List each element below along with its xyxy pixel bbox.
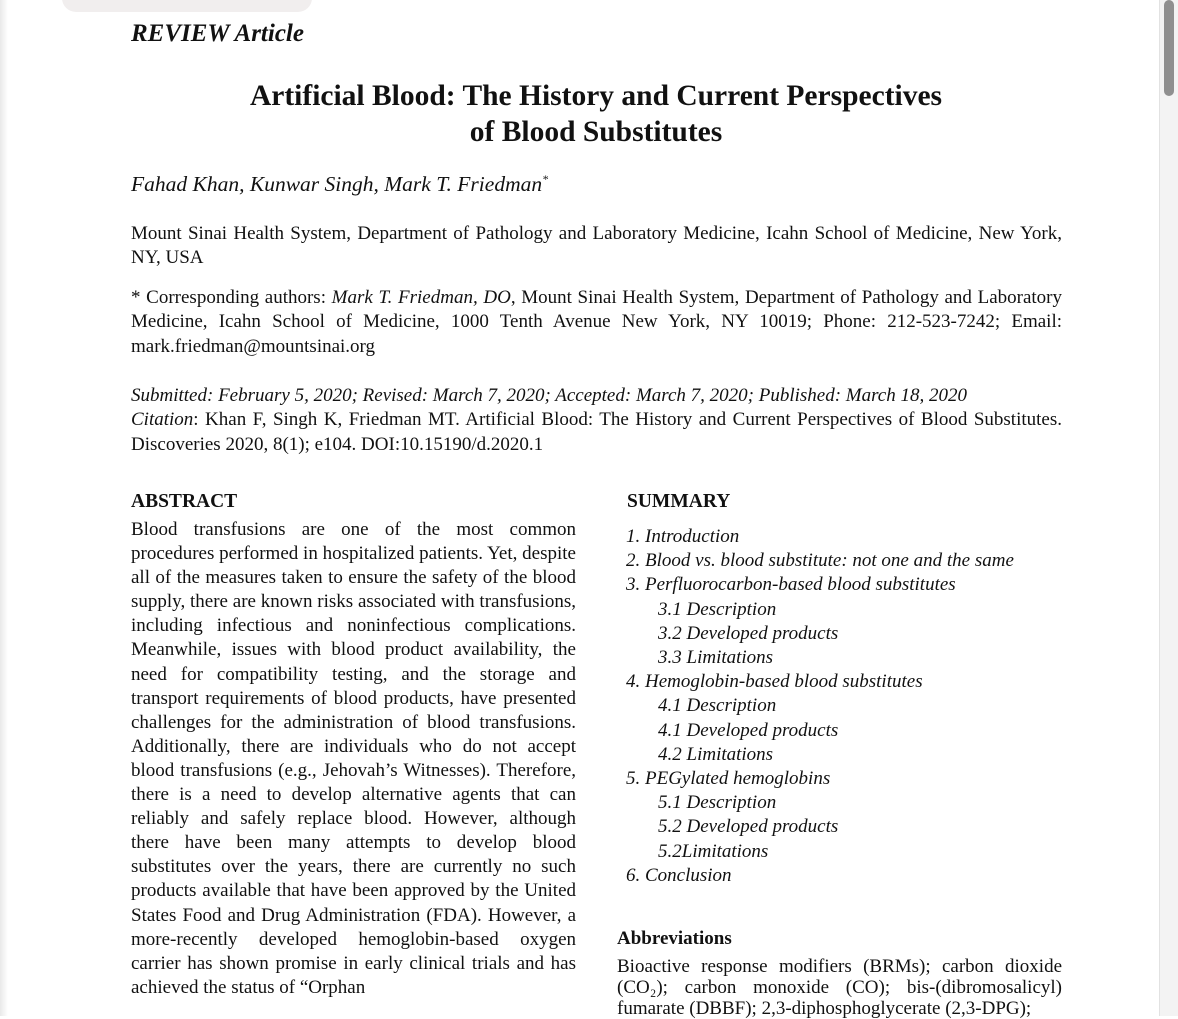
- summary-item[interactable]: 2. Blood vs. blood substitute: not one and the same: [626, 550, 1014, 572]
- browser-tab-edge: [62, 0, 312, 12]
- publication-dates: Submitted: February 5, 2020; Revised: March 7, 2020; Accepted: March 7, 2020; Published: March 18, 2020: [131, 385, 967, 406]
- corresponding-name: Mark T. Friedman, DO: [331, 287, 511, 308]
- abbreviations-heading: Abbreviations: [617, 928, 732, 949]
- corresponding-prefix: * Corresponding authors:: [131, 287, 332, 308]
- paper-title-line-2: of Blood Substitutes: [469, 116, 723, 148]
- scrollbar-thumb[interactable]: [1164, 0, 1174, 96]
- summary-item[interactable]: 6. Conclusion: [626, 864, 732, 886]
- page-edge: [0, 0, 8, 1016]
- author-names: Fahad Khan, Kunwar Singh, Mark T. Friedman: [131, 172, 543, 196]
- author-list: [131, 172, 548, 197]
- corresponding-details: , Mount Sinai Health System, Department of Pathology and Laboratory Medicine, Icahn School of Medicine, 1000 Tenth Avenue New York, NY 10019; Phone: 212-523-7242; Email: mark.friedman@mountsinai.org: [131, 287, 1062, 357]
- abstract-text: Blood transfusions are one of the most common procedures performed in hospitalized patients. Yet, despite all of the measures taken to ensure the safety of the blood supply, there are known risks associated with transfusions, including infectious and noninfectious complications. Meanwhile, issues with blood product availability, the need for compatibility testing, and the storage and transport requirements of blood products, have presented challenges for the administration of blood transfusions. Additionally, there are individuals who do not accept blood transfusions (e.g., Jehovah’s Witnesses). Therefore, there is a need to develop alternative agents that can reliably and safely replace blood. However, although there have been many attempts to develop blood substitutes over the years, there are currently no such products available that have been approved by the United States Food and Drug Administration (FDA). However, a more-recently developed hemoglobin-based oxygen carrier has shown promise in early clinical trials and has achieved the status of “Orphan: [131, 519, 576, 998]
- citation-label: Citation: [131, 409, 194, 431]
- corresponding-author: [131, 286, 1062, 359]
- summary-subitem[interactable]: 3.1 Description: [658, 598, 777, 620]
- summary-subitem[interactable]: 4.1 Developed products: [658, 719, 839, 741]
- summary-subitem[interactable]: 5.2Limitations: [658, 840, 769, 862]
- summary-list: [626, 525, 1014, 888]
- summary-subitem[interactable]: 5.1 Description: [658, 792, 777, 814]
- summary-subitem[interactable]: 3.2 Developed products: [658, 622, 839, 644]
- summary-subitem[interactable]: 4.2 Limitations: [658, 743, 774, 765]
- summary-subitem[interactable]: 5.2 Developed products: [658, 816, 839, 838]
- summary-subitem[interactable]: 4.1 Description: [658, 695, 777, 717]
- summary-item[interactable]: 1. Introduction: [626, 526, 740, 547]
- scrollbar-track[interactable]: [1159, 0, 1178, 1016]
- paper-title: [130, 78, 1062, 150]
- citation-text: : Khan F, Singh K, Friedman MT. Artificial Blood: The History and Current Perspectives of Blood Substitutes. Discoveries 2020, 8(1); e104. DOI:10.15190/d.2020.1: [131, 409, 1062, 455]
- paper-title-line-1: Artificial Blood: The History and Current Perspectives: [249, 80, 943, 112]
- affiliation: Mount Sinai Health System, Department of Pathology and Laboratory Medicine, Icahn School of Medicine, New York, NY, USA: [131, 223, 1062, 269]
- abstract-heading: ABSTRACT: [131, 491, 238, 512]
- summary-subitem[interactable]: 3.3 Limitations: [658, 647, 774, 669]
- article-type: REVIEW Article: [131, 20, 304, 47]
- citation: [131, 408, 1062, 457]
- summary-item[interactable]: 5. PEGylated hemoglobins: [626, 768, 831, 790]
- publication-info: [131, 384, 1062, 457]
- summary-heading: SUMMARY: [627, 491, 731, 512]
- summary-item[interactable]: 3. Perfluorocarbon-based blood substitutes: [626, 574, 956, 596]
- summary-item[interactable]: 4. Hemoglobin-based blood substitutes: [626, 671, 923, 693]
- corresponding-mark: *: [542, 172, 549, 186]
- abbreviations-text: Bioactive response modifiers (BRMs); carbon dioxide (CO₂); carbon monoxide (CO); bis-(dibromosalicyl) fumarate (DBBF); 2,3-diphosphoglycerate (2,3-DPG);: [617, 956, 1062, 1019]
